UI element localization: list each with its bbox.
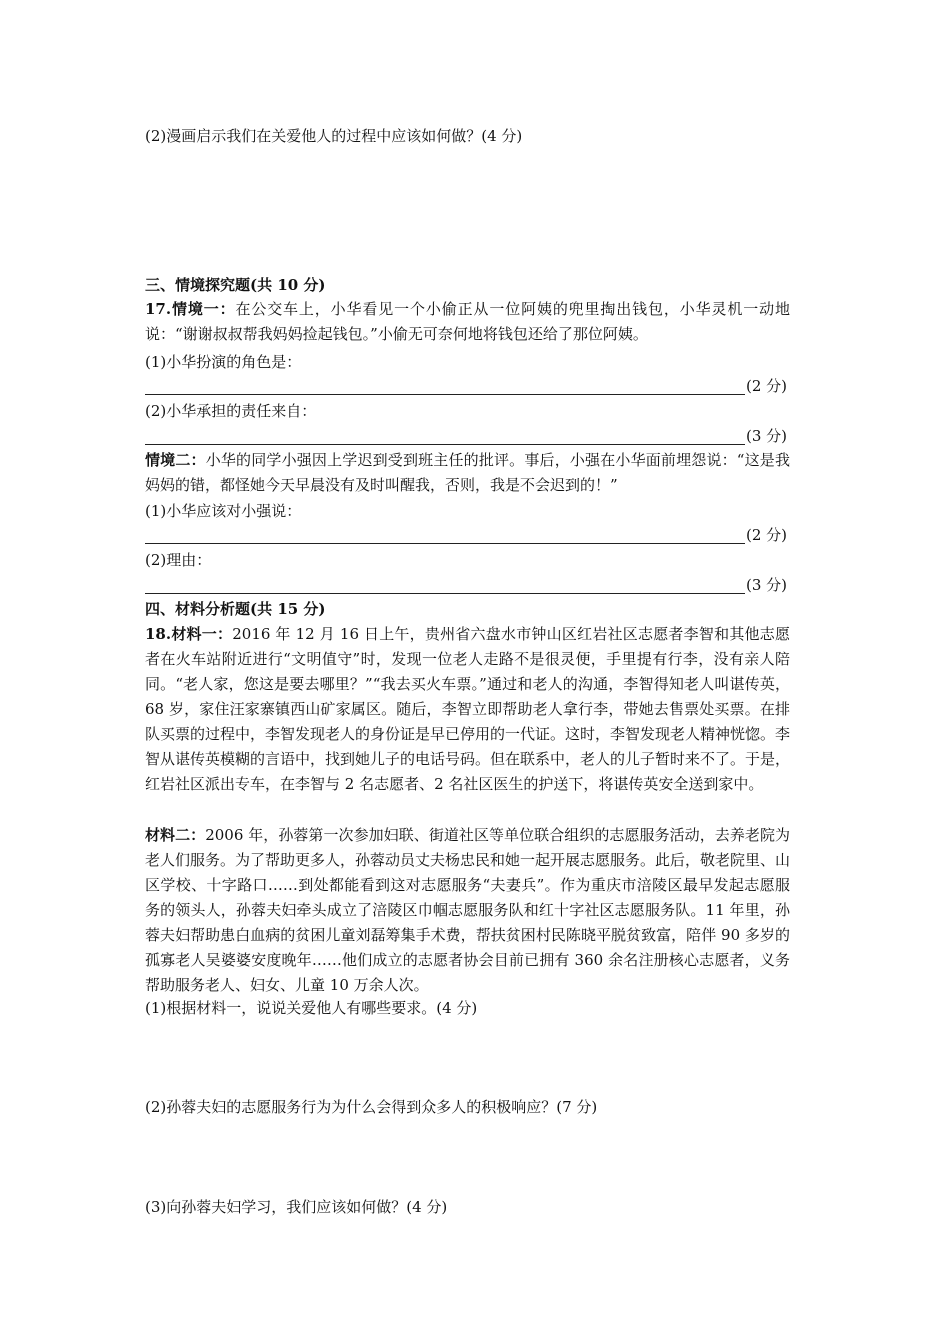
section4-heading: 四、材料分析题(共 15 分) — [145, 600, 326, 618]
points-label: (2 分) — [746, 377, 788, 395]
answer-rule — [145, 593, 745, 594]
q17-scenario1 — [145, 297, 790, 347]
scenario1-answer1-line[interactable] — [145, 375, 790, 397]
material2-label: 材料二： — [145, 826, 206, 844]
scenario2-label: 情境二： — [145, 451, 206, 469]
q18-number: 18. — [145, 625, 172, 643]
scenario2-text: 小华的同学小强因上学迟到受到班主任的批评。事后，小强在小华面前埋怨说：“这是我妈妈的错，都怪她今天早晨没有及时叫醒我，否则，我是不会迟到的！” — [145, 451, 790, 494]
q17-number: 17. — [145, 300, 172, 318]
q18-material2 — [145, 823, 790, 998]
scenario2-question1: (1)小华应该对小强说： — [145, 502, 302, 520]
scenario2-answer1-line[interactable] — [145, 524, 790, 546]
answer-rule — [145, 444, 745, 445]
answer-rule — [145, 543, 745, 544]
scenario1-label: 情境一： — [171, 300, 236, 318]
scenario2-question2: (2)理由： — [145, 551, 212, 569]
q18-part1-prompt: (1)根据材料一，说说关爱他人有哪些要求。(4 分) — [145, 999, 478, 1017]
answer-rule — [145, 394, 745, 395]
q18-part2-prompt: (2)孙蓉夫妇的志愿服务行为为什么会得到众多人的积极响应？(7 分) — [145, 1098, 598, 1116]
scenario1-question2: (2)小华承担的责任来自： — [145, 402, 317, 420]
points-label: (3 分) — [746, 427, 788, 445]
q17-scenario2 — [145, 448, 790, 498]
material2-text: 2006 年，孙蓉第一次参加妇联、街道社区等单位联合组织的志愿服务活动，去养老院为老人们服务。为了帮助更多人，孙蓉动员丈夫杨忠民和她一起开展志愿服务。此后，敬老院里、山区学校、十字路口……到处都能看到这对志愿服务“夫妻兵”。作为重庆市涪陵区最早发起志愿服务的领头人，孙蓉夫妇牵头成立了涪陵区巾帼志愿服务队和红十字社区志愿服务队。11 年里，孙蓉夫妇帮助患白血病的贫困儿童刘磊筹集手术费，帮扶贫困村民陈晓平脱贫致富，陪伴 90 多岁的孤寡老人吴婆婆安度晚年……他们成立的志愿者协会目前已拥有 360 余名注册核心志愿者，义务帮助服务老人、妇女、儿童 10 万余人次。 — [145, 826, 791, 994]
points-label: (3 分) — [746, 576, 788, 594]
q16-part2-prompt: (2)漫画启示我们在关爱他人的过程中应该如何做？(4 分) — [145, 127, 523, 145]
scenario2-answer2-line[interactable] — [145, 574, 790, 596]
section3-heading: 三、情境探究题(共 10 分) — [145, 276, 326, 294]
q18-material1 — [145, 622, 790, 797]
scenario1-text: 在公交车上，小华看见一个小偷正从一位阿姨的兜里掏出钱包，小华灵机一动地说：“谢谢叔叔帮我妈妈捡起钱包。”小偷无可奈何地将钱包还给了那位阿姨。 — [145, 300, 790, 343]
material1-text: 2016 年 12 月 16 日上午，贵州省六盘水市钟山区红岩社区志愿者李智和其他志愿者在火车站附近进行“文明值守”时，发现一位老人走路不是很灵便，手里提有行李，没有亲人陪同。“老人家，您这是要去哪里？”“我去买火车票。”通过和老人的沟通，李智得知老人叫谌传英，68 岁，家住汪家寨镇西山矿家属区。随后，李智立即帮助老人拿行李，带她去售票处买票。在排队买票的过程中，李智发现老人的身份证是早已停用的一代证。这时，李智发现老人精神恍惚。李智从谌传英模糊的言语中，找到她儿子的电话号码。但在联系中，老人的儿子暂时来不了。于是，红岩社区派出专车，在李智与 2 名志愿者、2 名社区医生的护送下，将谌传英安全送到家中。 — [145, 625, 791, 793]
scenario1-answer2-line[interactable] — [145, 425, 790, 447]
scenario1-question1: (1)小华扮演的角色是： — [145, 353, 302, 371]
points-label: (2 分) — [746, 526, 788, 544]
material1-label: 材料一： — [171, 625, 233, 643]
q18-part3-prompt: (3)向孙蓉夫妇学习，我们应该如何做？(4 分) — [145, 1198, 448, 1216]
